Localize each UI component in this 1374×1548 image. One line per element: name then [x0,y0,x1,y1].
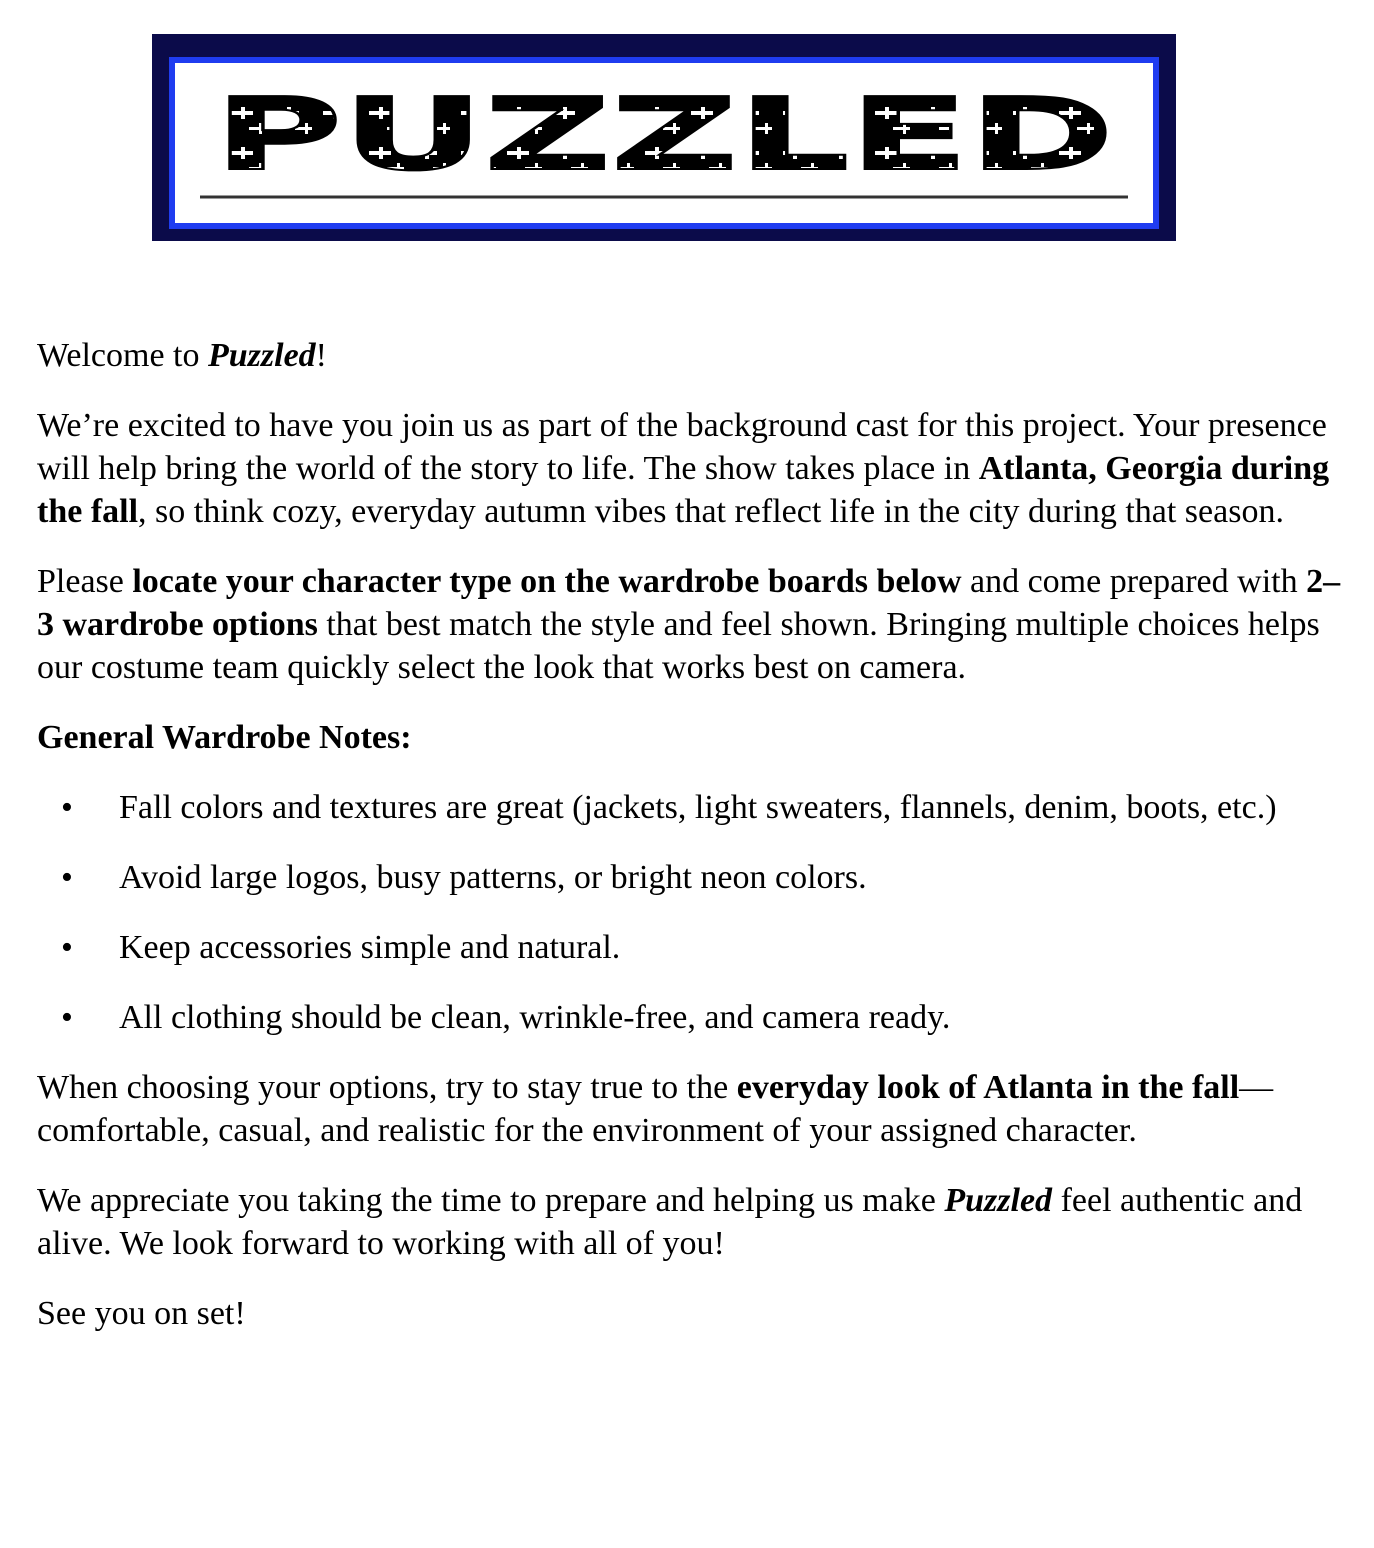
list-item [37,996,1357,1039]
style-emphasis: everyday look of Atlanta in the fall [736,1069,1240,1106]
puzzled-logo-art [175,63,1153,223]
instructions-text-2: and come prepared with [961,563,1307,600]
welcome-line [37,334,1357,377]
bullet-icon: • [61,789,73,826]
document-body [37,334,1357,1362]
list-item [37,786,1357,829]
list-item-text: All clothing should be clean, wrinkle-free, and camera ready. [119,999,951,1036]
style-paragraph [37,1066,1357,1152]
bullet-icon: • [61,859,73,896]
welcome-prefix: Welcome to [37,337,208,374]
instructions-text-1: Please [37,563,133,600]
style-text-1: When choosing your options, try to stay true to the [37,1069,737,1106]
instructions-emphasis-1: locate your character type on the wardrobe boards below [132,563,962,600]
banner-blue-border [169,57,1159,229]
list-item [37,856,1357,899]
intro-text-2: , so think cozy, everyday autumn vibes that reflect life in the city during that season. [138,493,1284,530]
location-emphasis: Atlanta, Georgia during the fall [37,450,1330,530]
list-item [37,926,1357,969]
thanks-text-2: feel authentic and alive. We look forward to working with all of you! [37,1182,1303,1262]
notes-list [37,786,1357,1039]
instructions-text-3: that best match the style and feel shown. Bringing multiple choices helps our costume team quickly select the look that works best on camera. [37,606,1320,686]
intro-text-1: We’re excited to have you join us as part of the background cast for this project. Your presence will help bring the world of the story to life. The show takes place in [37,407,1327,487]
show-title: Puzzled [944,1182,1053,1219]
show-title: Puzzled [207,337,316,374]
bullet-icon: • [61,929,73,966]
instructions-emphasis-2: 2–3 wardrobe options [37,563,1341,643]
intro-paragraph [37,404,1357,533]
banner-white-panel [175,63,1153,223]
list-item-text: Avoid large logos, busy patterns, or bright neon colors. [119,859,867,896]
list-item-text: Keep accessories simple and natural. [119,929,621,966]
welcome-suffix: ! [315,337,327,374]
thanks-paragraph [37,1179,1357,1265]
closing-line: See you on set! [37,1295,246,1332]
thanks-text-1: We appreciate you taking the time to prepare and helping us make [37,1182,945,1219]
instructions-paragraph [37,560,1357,689]
list-item-text: Fall colors and textures are great (jackets, light sweaters, flannels, denim, boots, etc.) [119,789,1277,826]
logo-letters: PUZZLED [214,76,1114,193]
puzzled-logo-banner [152,34,1176,241]
style-text-2: —comfortable, casual, and realistic for the environment of your assigned character. [37,1069,1274,1149]
bullet-icon: • [61,999,73,1036]
notes-heading: General Wardrobe Notes: [37,719,412,756]
